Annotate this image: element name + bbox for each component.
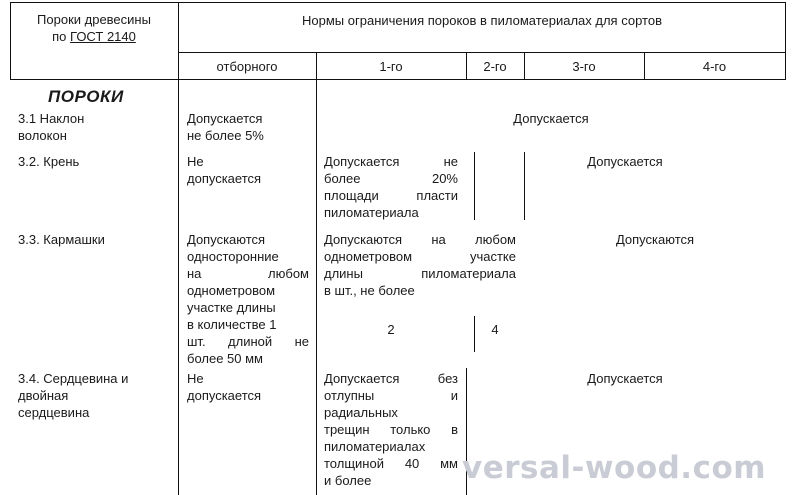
row2-grade2-divider (524, 152, 525, 220)
grade-header-2: 2-го (483, 59, 507, 74)
defects-col-header: Пороки древесины по ГОСТ 2140 (37, 12, 151, 44)
row-3-3-grade12: Допускаются на любом однометровом участке длины пиломатериала в шт., не более (324, 232, 516, 298)
row-3-2-rest: Допускается (587, 154, 663, 169)
row-3-3-grade1-value: 2 (387, 322, 395, 337)
grade-header-1: 1-го (379, 59, 403, 74)
row-3-2-grade1: Допускается не более 20% площади пласти пиломатериала (324, 154, 458, 220)
row-3-2-selected: Не допускается (187, 154, 262, 186)
row-3-4-selected: Не допускается (187, 371, 262, 403)
row-3-3-grade2-value: 4 (491, 322, 499, 337)
section-title: ПОРОКИ (48, 87, 124, 106)
table-top-border (10, 2, 786, 3)
row-3-1-selected: Допускается не более 5% (187, 111, 264, 143)
gost-link[interactable]: ГОСТ 2140 (70, 29, 136, 44)
col-divider-defects (178, 2, 179, 495)
grade-header-3: 3-го (572, 59, 596, 74)
grade-header-selected: отборного (216, 59, 278, 74)
row2-grade1-divider (474, 152, 475, 220)
row-3-4-grade1: Допускается без отлупны и радиальных трещин только в пиломатериалах толщиной 40 мм и более (324, 371, 458, 488)
watermark-text: versal-wood.com (462, 450, 767, 486)
row-3-2-name: 3.2. Крень (18, 154, 80, 169)
row-3-3-selected: Допускаются односторонние на любом однометровом участке длины в количестве 1 шт. длиной не более 50 мм (187, 232, 309, 366)
row-3-4-rest: Допускается (587, 371, 663, 386)
grade-header-4: 4-го (702, 59, 727, 74)
col-divider-selected (316, 52, 317, 495)
row-3-4-name: 3.4. Сердцевина и двойная сердцевина (18, 371, 129, 420)
row-3-1-name: 3.1 Наклон волокон (18, 111, 85, 143)
row-3-3-name: 3.3. Кармашки (18, 232, 105, 247)
row-3-3-rest: Допускаются (615, 232, 695, 247)
row-3-1-rest: Допускается (513, 111, 589, 126)
norms-header: Нормы ограничения пороков в пиломатериалах для сортов (302, 13, 662, 28)
header-bottom-border (10, 79, 786, 80)
header-subdivider (178, 52, 786, 53)
